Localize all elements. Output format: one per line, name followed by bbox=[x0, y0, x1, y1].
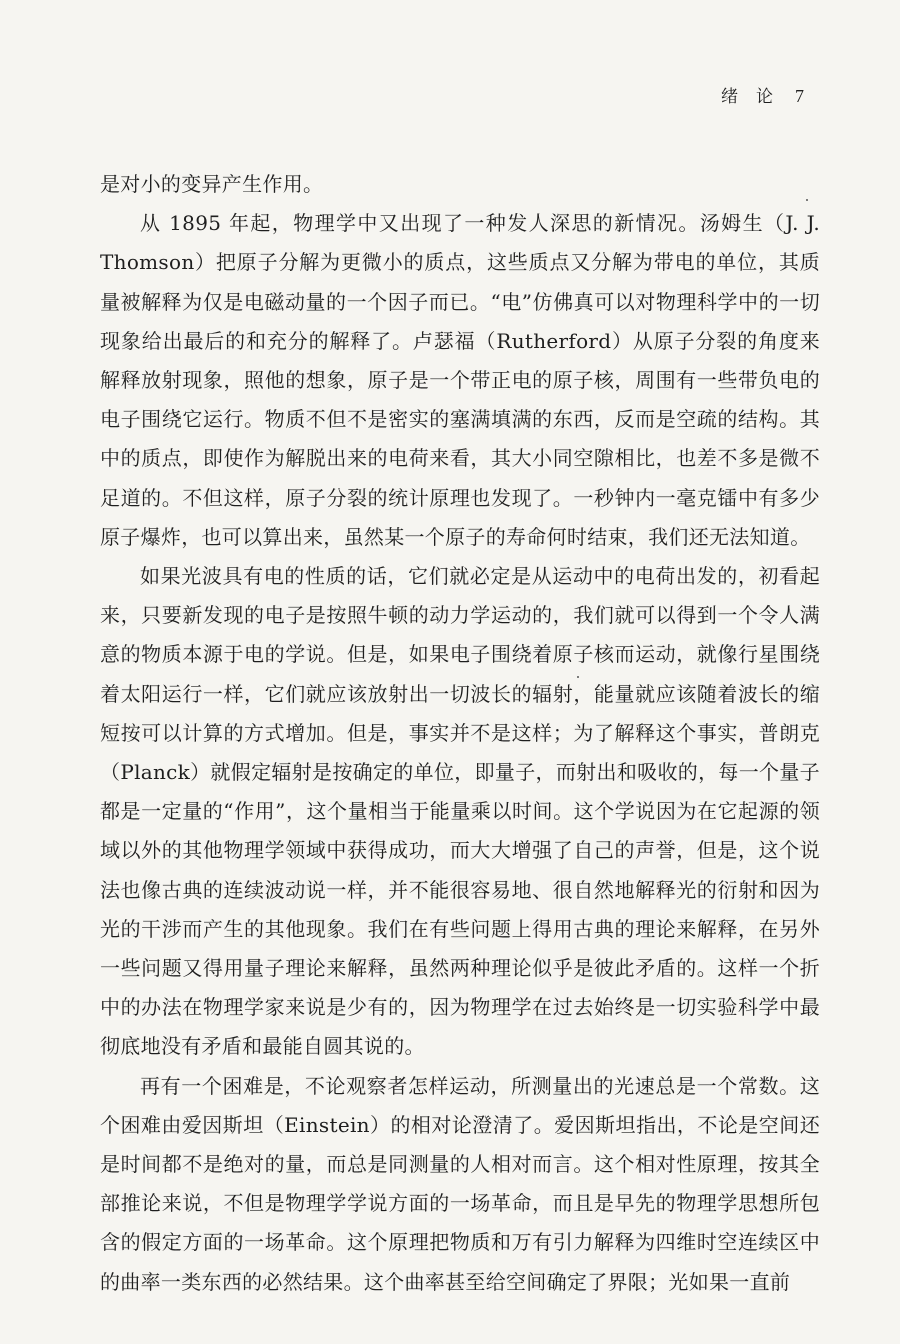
body-text bbox=[100, 165, 820, 1302]
paragraph-1: 是对小的变异产生作用。 bbox=[100, 172, 324, 196]
scan-speck bbox=[806, 199, 808, 201]
paragraph-2: 从 1895 年起，物理学中又出现了一种发人深思的新情况。汤姆生（J. J. Thomson）把原子分解为更微小的质点，这些质点又分解为带电的单位，其质量被解释为仅是电磁动量的一个因子而已。“电”仿佛真可以对物理科学中的一切现象给出最后的和充分的解释了。卢瑟福（Rutherford）从原子分裂的角度来解释放射现象，照他的想象，原子是一个带正电的原子核，周围有一些带负电的电子围绕它运行。物质不但不是密实的塞满填满的东西，反而是空疏的结构。其中的质点，即使作为解脱出来的电荷来看，其大小同空隙相比，也差不多是微不足道的。不但这样，原子分裂的统计原理也发现了。一秒钟内一毫克镭中有多少原子爆炸，也可以算出来，虽然某一个原子的寿命何时结束，我们还无法知道。 bbox=[100, 211, 820, 549]
paragraph-3: 如果光波具有电的性质的话，它们就必定是从运动中的电荷出发的，初看起来，只要新发现的电子是按照牛顿的动力学运动的，我们就可以得到一个令人满意的物质本源于电的学说。但是，如果电子围绕着原子核而运动，就像行星围绕着太阳运行一样，它们就应该放射出一切波长的辐射，能量就应该随着波长的缩短按可以计算的方式增加。但是，事实并不是这样；为了解释这个事实，普朗克（Planck）就假定辐射是按确定的单位，即量子，而射出和吸收的，每一个量子都是一定量的“作用”，这个量相当于能量乘以时间。这个学说因为在它起源的领域以外的其他物理学领域中获得成功，而大大增强了自己的声誉，但是，这个说法也像古典的连续波动说一样，并不能很容易地、很自然地解释光的衍射和因为光的干涉而产生的其他现象。我们在有些问题上得用古典的理论来解释，在另外一些问题又得用量子理论来解释，虽然两种理论似乎是彼此矛盾的。这样一个折中的办法在物理学家来说是少有的，因为物理学在过去始终是一切实验科学中最彻底地没有矛盾和最能自圆其说的。 bbox=[100, 564, 820, 1059]
running-head bbox=[721, 82, 805, 107]
scan-speck bbox=[577, 676, 579, 678]
running-head-section: 绪论 bbox=[721, 87, 791, 107]
page-number: 7 bbox=[795, 86, 805, 106]
paragraph-4: 再有一个困难是，不论观察者怎样运动，所测量出的光速总是一个常数。这个困难由爱因斯坦（Einstein）的相对论澄清了。爱因斯坦指出，不论是空间还是时间都不是绝对的量，而总是同测量的人相对而言。这个相对性原理，按其全部推论来说，不但是物理学学说方面的一场革命，而且是早先的物理学思想所包含的假定方面的一场革命。这个原理把物质和万有引力解释为四维时空连续区中的曲率一类东西的必然结果。这个曲率甚至给空间确定了界限；光如果一直前 bbox=[100, 1073, 820, 1294]
